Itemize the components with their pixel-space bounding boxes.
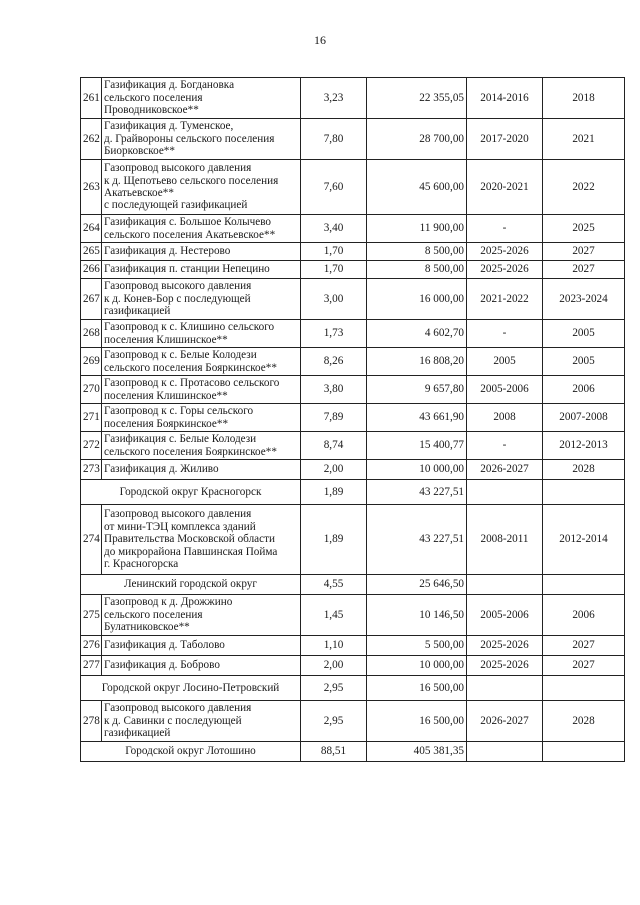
object-name-line: сельского поселения Бояркинское** <box>104 361 277 374</box>
group-row <box>81 676 625 701</box>
object-name-line: Газификация д. Нестерово <box>104 245 231 258</box>
object-name-line: Газопровод к с. Белые Колодези <box>104 349 257 362</box>
cost-cell: 11 900,00 <box>367 215 467 243</box>
period-cell <box>467 742 543 762</box>
year-cell: 2023-2024 <box>543 279 625 320</box>
row-number: 263 <box>81 160 102 215</box>
row-number: 271 <box>81 404 102 432</box>
row-number: 278 <box>81 701 102 742</box>
object-name-line: г. Красногорска <box>104 558 179 571</box>
group-row <box>81 480 625 505</box>
row-number: 262 <box>81 119 102 160</box>
table-row <box>81 261 625 279</box>
length-cell: 1,89 <box>301 505 367 575</box>
length-cell: 3,80 <box>301 376 367 404</box>
period-cell: 2021-2022 <box>467 279 543 320</box>
year-cell <box>543 742 625 762</box>
row-number: 270 <box>81 376 102 404</box>
cost-cell: 43 227,51 <box>367 480 467 505</box>
table-row <box>81 505 625 575</box>
group-title: Городской округ Лотошино <box>81 742 301 762</box>
year-cell <box>543 480 625 505</box>
length-cell: 2,00 <box>301 460 367 480</box>
table-row <box>81 119 625 160</box>
object-name-line: сельского поселения Акатьевское** <box>104 228 276 241</box>
object-name-line: Газопровод высокого давления <box>104 280 252 293</box>
table-row <box>81 348 625 376</box>
object-name-line: Правительства Московской области <box>104 533 275 546</box>
period-cell: 2025-2026 <box>467 636 543 656</box>
object-name-line: поселения Клишинское** <box>104 333 228 346</box>
object-name-line: Газопровод к д. Дрожжино <box>104 596 233 609</box>
table-row <box>81 160 625 215</box>
year-cell: 2005 <box>543 348 625 376</box>
table-row <box>81 243 625 261</box>
period-cell: - <box>467 215 543 243</box>
year-cell <box>543 676 625 701</box>
object-name-line: Газопровод к с. Горы сельского <box>104 405 254 418</box>
length-cell: 7,60 <box>301 160 367 215</box>
object-name-line: газификацией <box>104 727 171 740</box>
row-number: 266 <box>81 261 102 279</box>
object-name <box>102 348 301 376</box>
cost-cell: 10 000,00 <box>367 656 467 676</box>
object-name-line: Газификация с. Большое Колычево <box>104 216 272 229</box>
table-row <box>81 404 625 432</box>
object-name <box>102 404 301 432</box>
object-name <box>102 243 301 261</box>
object-name <box>102 376 301 404</box>
period-cell: - <box>467 320 543 348</box>
object-name <box>102 320 301 348</box>
length-cell: 1,89 <box>301 480 367 505</box>
year-cell: 2021 <box>543 119 625 160</box>
row-number: 275 <box>81 595 102 636</box>
table-row <box>81 636 625 656</box>
year-cell: 2027 <box>543 656 625 676</box>
period-cell: 2025-2026 <box>467 243 543 261</box>
object-name-line: сельского поселения <box>104 91 203 104</box>
group-row <box>81 742 625 762</box>
object-name-line: Газификация д. Туменское, <box>104 120 234 133</box>
object-name-line: Газопровод высокого давления <box>104 702 252 715</box>
row-number: 273 <box>81 460 102 480</box>
length-cell: 2,95 <box>301 676 367 701</box>
object-name-line: Биорковское** <box>104 145 175 158</box>
object-name <box>102 505 301 575</box>
year-cell: 2027 <box>543 261 625 279</box>
object-name <box>102 432 301 460</box>
object-name-line: Газификация с. Белые Колодези <box>104 433 257 446</box>
object-name <box>102 460 301 480</box>
length-cell: 8,26 <box>301 348 367 376</box>
table-row <box>81 215 625 243</box>
year-cell: 2018 <box>543 78 625 119</box>
cost-cell: 10 000,00 <box>367 460 467 480</box>
year-cell: 2027 <box>543 243 625 261</box>
table-row <box>81 432 625 460</box>
period-cell: 2005-2006 <box>467 595 543 636</box>
cost-cell: 16 000,00 <box>367 279 467 320</box>
object-name <box>102 261 301 279</box>
object-name-line: до микрорайона Павшинская Пойма <box>104 545 278 558</box>
length-cell: 4,55 <box>301 575 367 595</box>
row-number: 272 <box>81 432 102 460</box>
object-name-line: сельского поселения <box>104 608 203 621</box>
length-cell: 1,70 <box>301 261 367 279</box>
object-name-line: к д. Савинки с последующей <box>104 714 242 727</box>
cost-cell: 22 355,05 <box>367 78 467 119</box>
year-cell: 2028 <box>543 701 625 742</box>
period-cell: 2026-2027 <box>467 701 543 742</box>
length-cell: 3,40 <box>301 215 367 243</box>
cost-cell: 4 602,70 <box>367 320 467 348</box>
period-cell: 2005 <box>467 348 543 376</box>
cost-cell: 8 500,00 <box>367 243 467 261</box>
page-number: 16 <box>314 33 326 47</box>
table-row <box>81 376 625 404</box>
length-cell: 1,73 <box>301 320 367 348</box>
period-cell <box>467 575 543 595</box>
period-cell: 2008 <box>467 404 543 432</box>
period-cell: 2025-2026 <box>467 261 543 279</box>
object-name-line: поселения Бояркинское** <box>104 417 229 430</box>
cost-cell: 405 381,35 <box>367 742 467 762</box>
year-cell: 2005 <box>543 320 625 348</box>
length-cell: 7,89 <box>301 404 367 432</box>
table-row <box>81 701 625 742</box>
year-cell: 2025 <box>543 215 625 243</box>
object-name-line: поселения Клишинское** <box>104 389 228 402</box>
cost-cell: 5 500,00 <box>367 636 467 656</box>
length-cell: 88,51 <box>301 742 367 762</box>
cost-cell: 25 646,50 <box>367 575 467 595</box>
table-row <box>81 78 625 119</box>
object-name-line: сельского поселения Бояркинское** <box>104 445 277 458</box>
cost-cell: 15 400,77 <box>367 432 467 460</box>
group-title: Ленинский городской округ <box>81 575 301 595</box>
object-name-line: Газификация д. Боброво <box>104 659 220 672</box>
length-cell: 2,00 <box>301 656 367 676</box>
cost-cell: 43 661,90 <box>367 404 467 432</box>
cost-cell: 9 657,80 <box>367 376 467 404</box>
length-cell: 2,95 <box>301 701 367 742</box>
row-number: 274 <box>81 505 102 575</box>
length-cell: 1,70 <box>301 243 367 261</box>
table-row <box>81 320 625 348</box>
object-name <box>102 279 301 320</box>
object-name <box>102 701 301 742</box>
year-cell: 2012-2014 <box>543 505 625 575</box>
year-cell <box>543 575 625 595</box>
object-name <box>102 636 301 656</box>
period-cell <box>467 676 543 701</box>
period-cell: - <box>467 432 543 460</box>
length-cell: 8,74 <box>301 432 367 460</box>
table-row <box>81 279 625 320</box>
object-name <box>102 215 301 243</box>
object-name <box>102 119 301 160</box>
period-cell: 2020-2021 <box>467 160 543 215</box>
object-name-line: с последующей газификацией <box>104 199 248 212</box>
length-cell: 3,00 <box>301 279 367 320</box>
row-number: 264 <box>81 215 102 243</box>
object-name-line: Газопровод к с. Протасово сельского <box>104 377 280 390</box>
period-cell: 2008-2011 <box>467 505 543 575</box>
object-name-line: Газопровод высокого давления <box>104 162 252 175</box>
cost-cell: 10 146,50 <box>367 595 467 636</box>
object-name <box>102 595 301 636</box>
table-row <box>81 656 625 676</box>
object-name-line: к д. Конев-Бор с последующей <box>104 292 251 305</box>
cost-cell: 16 808,20 <box>367 348 467 376</box>
year-cell: 2027 <box>543 636 625 656</box>
period-cell <box>467 480 543 505</box>
row-number: 267 <box>81 279 102 320</box>
length-cell: 3,23 <box>301 78 367 119</box>
row-number: 265 <box>81 243 102 261</box>
period-cell: 2014-2016 <box>467 78 543 119</box>
cost-cell: 43 227,51 <box>367 505 467 575</box>
table-row <box>81 595 625 636</box>
object-name <box>102 160 301 215</box>
length-cell: 1,10 <box>301 636 367 656</box>
group-title: Городской округ Лосино-Петровский <box>81 676 301 701</box>
period-cell: 2025-2026 <box>467 656 543 676</box>
object-name-line: Проводниковское** <box>104 104 199 117</box>
year-cell: 2022 <box>543 160 625 215</box>
row-number: 276 <box>81 636 102 656</box>
object-name-line: Газификация д. Таболово <box>104 639 225 652</box>
row-number: 269 <box>81 348 102 376</box>
object-name-line: газификацией <box>104 305 171 318</box>
object-name-line: Газопровод высокого давления <box>104 508 252 521</box>
object-name-line: к д. Щепотьево сельского поселения <box>104 174 279 187</box>
year-cell: 2028 <box>543 460 625 480</box>
year-cell: 2007-2008 <box>543 404 625 432</box>
object-name <box>102 78 301 119</box>
object-name <box>102 656 301 676</box>
table-row <box>81 460 625 480</box>
cost-cell: 28 700,00 <box>367 119 467 160</box>
cost-cell: 16 500,00 <box>367 676 467 701</box>
object-name-line: Булатниковское** <box>104 621 190 634</box>
period-cell: 2005-2006 <box>467 376 543 404</box>
year-cell: 2006 <box>543 376 625 404</box>
row-number: 261 <box>81 78 102 119</box>
object-name-line: Газификация д. Жиливо <box>104 463 219 476</box>
length-cell: 1,45 <box>301 595 367 636</box>
year-cell: 2012-2013 <box>543 432 625 460</box>
cost-cell: 16 500,00 <box>367 701 467 742</box>
period-cell: 2026-2027 <box>467 460 543 480</box>
object-name-line: Газопровод к с. Клишино сельского <box>104 321 275 334</box>
row-number: 268 <box>81 320 102 348</box>
year-cell: 2006 <box>543 595 625 636</box>
object-name-line: Акатьевское** <box>104 187 174 199</box>
object-name-line: Газификация д. Богдановка <box>104 79 235 92</box>
row-number: 277 <box>81 656 102 676</box>
period-cell: 2017-2020 <box>467 119 543 160</box>
object-name-line: от мини-ТЭЦ комплекса зданий <box>104 520 256 533</box>
group-title: Городской округ Красногорск <box>81 480 301 505</box>
cost-cell: 8 500,00 <box>367 261 467 279</box>
object-name-line: д. Грайвороны сельского поселения <box>104 132 275 145</box>
cost-cell: 45 600,00 <box>367 160 467 215</box>
length-cell: 7,80 <box>301 119 367 160</box>
group-row <box>81 575 625 595</box>
gas-pipeline-table <box>80 77 625 762</box>
object-name-line: Газификация п. станции Непецино <box>104 263 270 276</box>
